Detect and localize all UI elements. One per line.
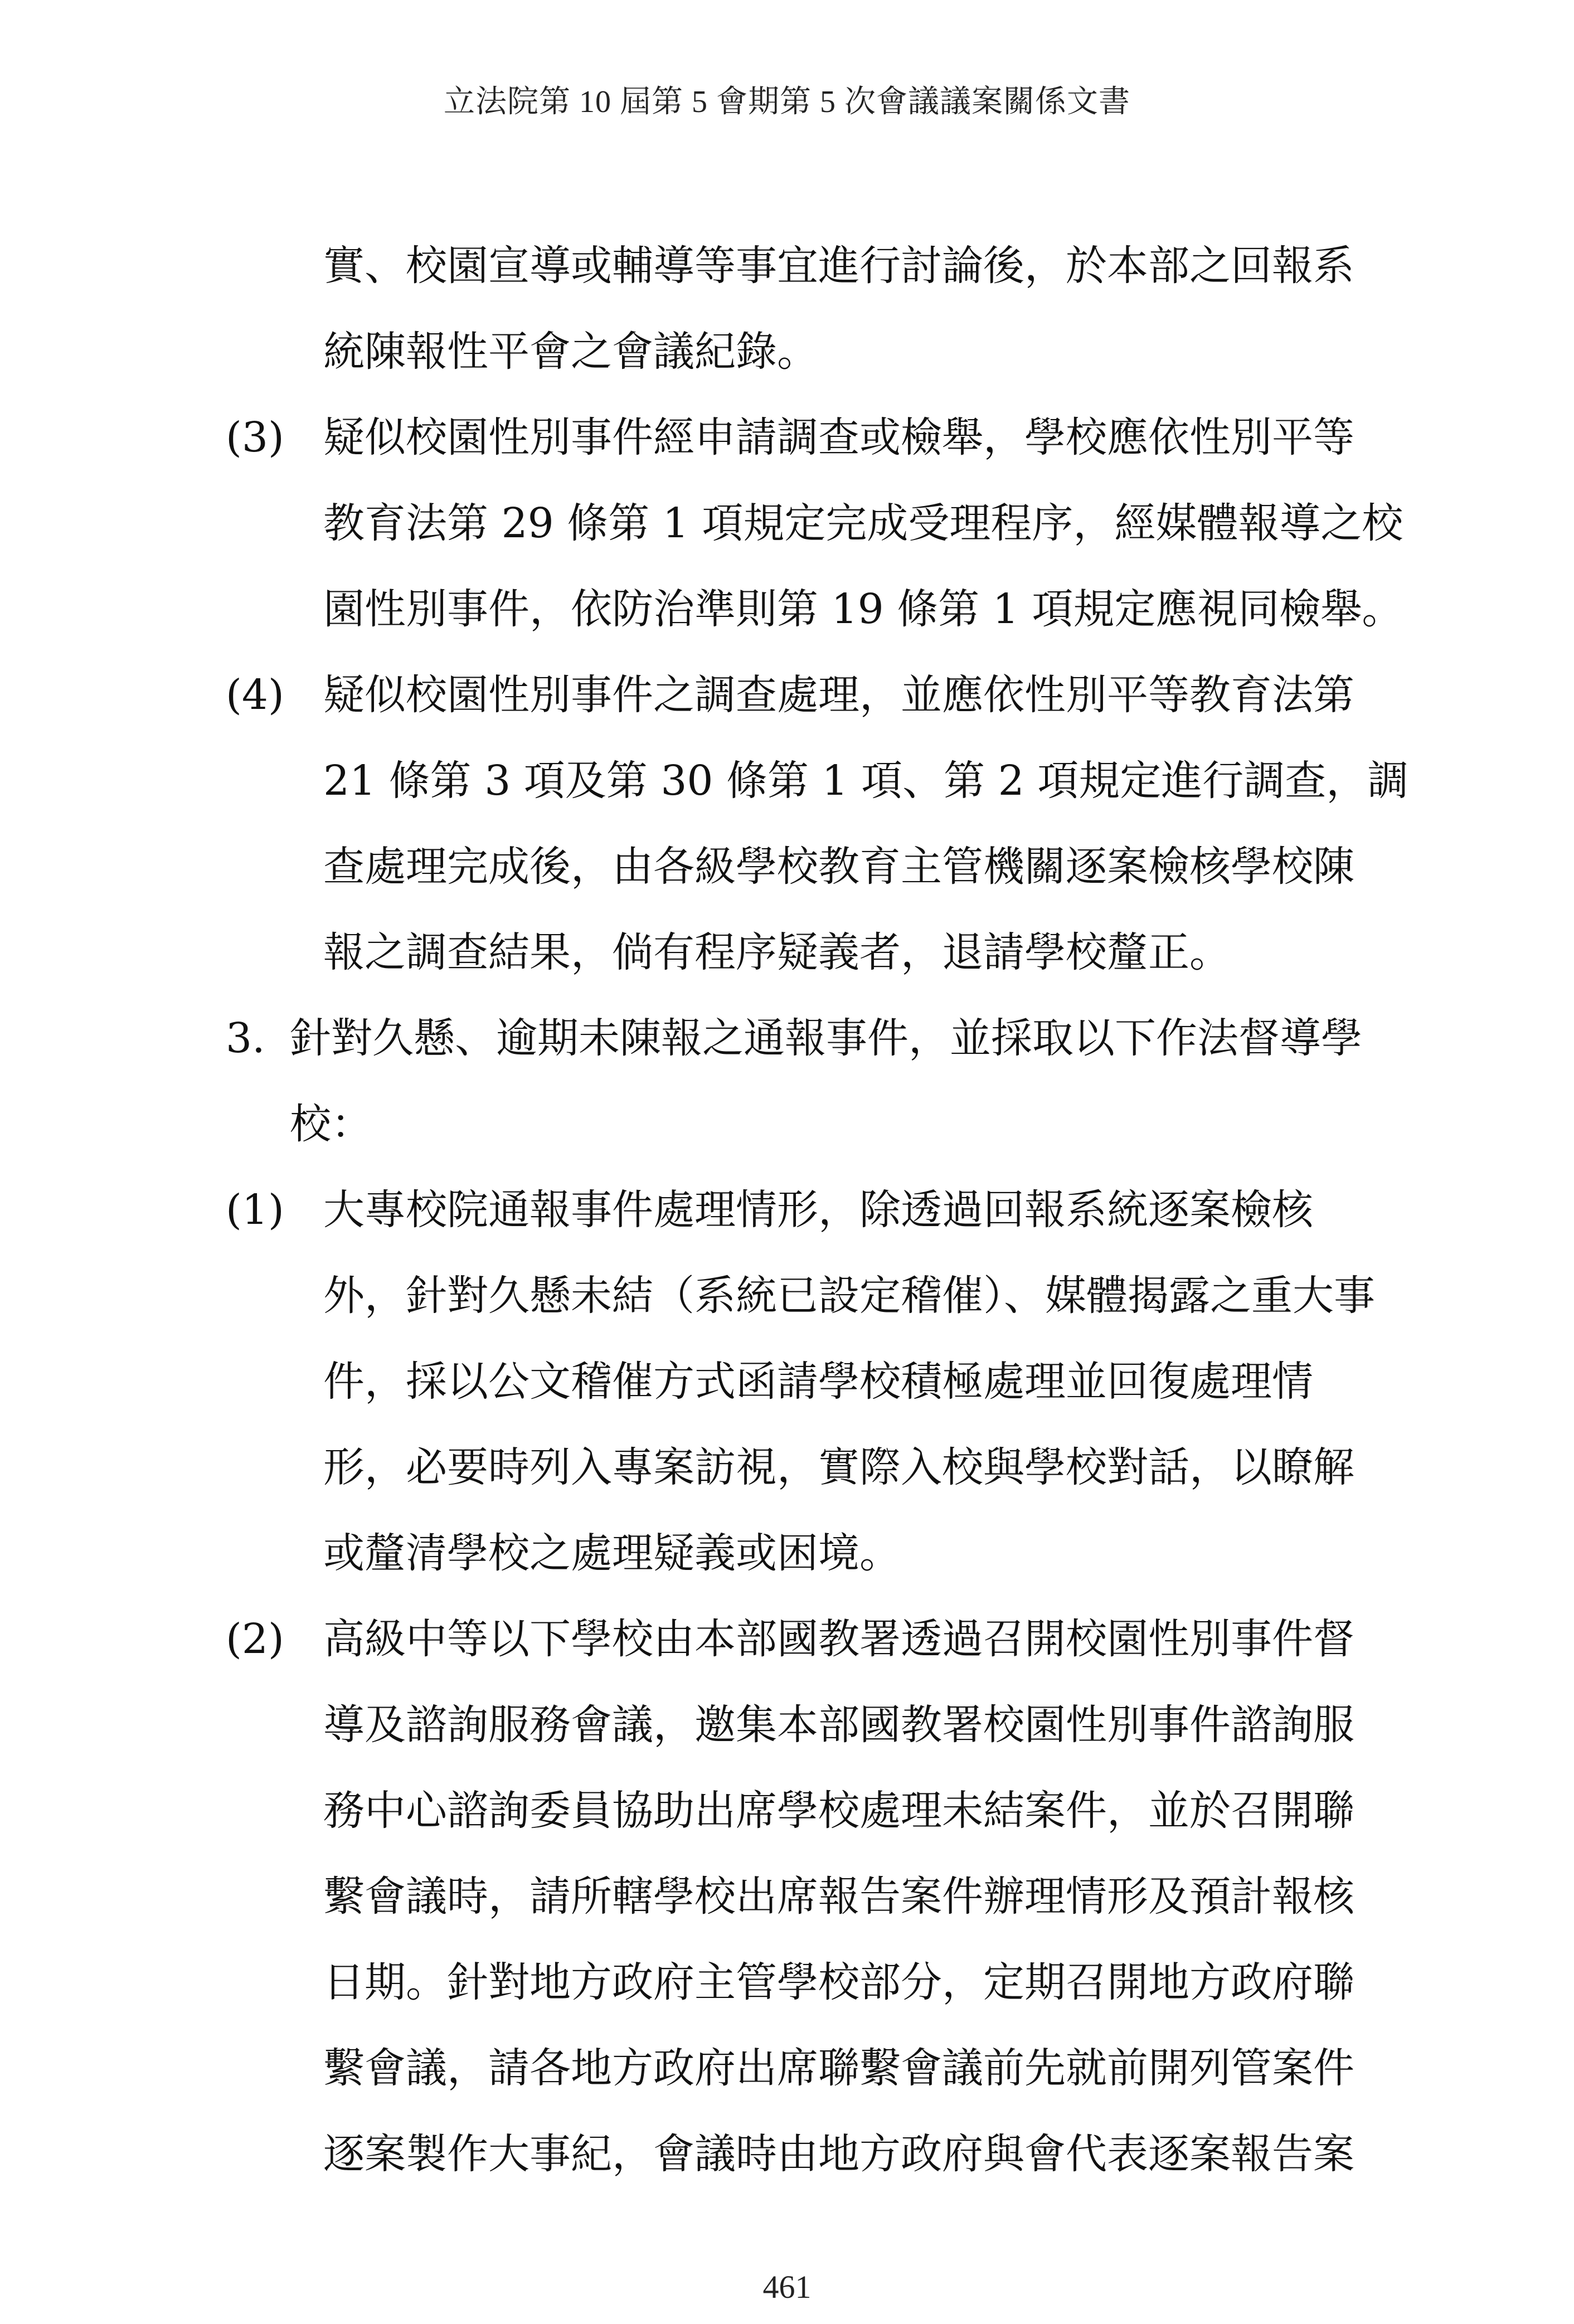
text-line: 實、校園宣導或輔導等事宜進行討論後，於本部之回報系 [323,242,1354,290]
text-line: 21 條第 3 項及第 30 條第 1 項、第 2 項規定進行調查，調 [323,757,1409,805]
text-line: 統陳報性平會之會議紀錄。 [323,328,818,376]
text-line: 大專校院通報事件處理情形，除透過回報系統逐案檢核 [323,1186,1313,1234]
text-line: 導及諮詢服務會議，邀集本部國教署校園性別事件諮詢服 [323,1701,1354,1749]
text-line: 形，必要時列入專案訪視，實際入校與學校對話，以瞭解 [323,1443,1354,1491]
item-label: (1) [226,1186,284,1234]
text-line: 件，採以公文稽催方式函請學校積極處理並回復處理情 [323,1358,1313,1406]
item-label: (3) [226,414,284,461]
text-line: 校： [290,1100,372,1148]
text-line: 繫會議，請各地方政府出席聯繫會議前先就前開列管案件 [323,2044,1354,2092]
text-line: 逐案製作大事紀，會議時由地方政府與會代表逐案報告案 [323,2130,1354,2178]
item-label: (2) [226,1615,284,1663]
text-line: 外，針對久懸未結（系統已設定稽催）、媒體揭露之重大事 [323,1272,1375,1320]
text-line: 或釐清學校之處理疑義或困境。 [323,1529,901,1577]
text-line: 報之調查結果，倘有程序疑義者，退請學校釐正。 [323,928,1231,976]
document-header: 立法院第 10 屆第 5 會期第 5 次會議議案關係文書 [444,85,1130,119]
text-line: 疑似校園性別事件之調查處理，並應依性別平等教育法第 [323,671,1354,719]
text-line: 針對久懸、逾期未陳報之通報事件，並採取以下作法督導學 [290,1014,1362,1062]
text-line: 務中心諮詢委員協助出席學校處理未結案件，並於召開聯 [323,1787,1354,1835]
item-label: (4) [226,671,284,719]
text-line: 繫會議時，請所轄學校出席報告案件辦理情形及預計報核 [323,1873,1354,1921]
text-line: 園性別事件，依防治準則第 19 條第 1 項規定應視同檢舉。 [323,585,1403,633]
item-label: 3. [226,1014,265,1062]
text-line: 教育法第 29 條第 1 項規定完成受理程序，經媒體報導之校 [323,499,1403,547]
text-line: 日期。針對地方政府主管學校部分，定期召開地方政府聯 [323,1958,1354,2006]
text-line: 高級中等以下學校由本部國教署透過召開校園性別事件督 [323,1615,1354,1663]
text-line: 疑似校園性別事件經申請調查或檢舉，學校應依性別平等 [323,414,1354,461]
text-line: 查處理完成後，由各級學校教育主管機關逐案檢核學校陳 [323,843,1354,891]
page-number: 461 [762,2269,812,2305]
